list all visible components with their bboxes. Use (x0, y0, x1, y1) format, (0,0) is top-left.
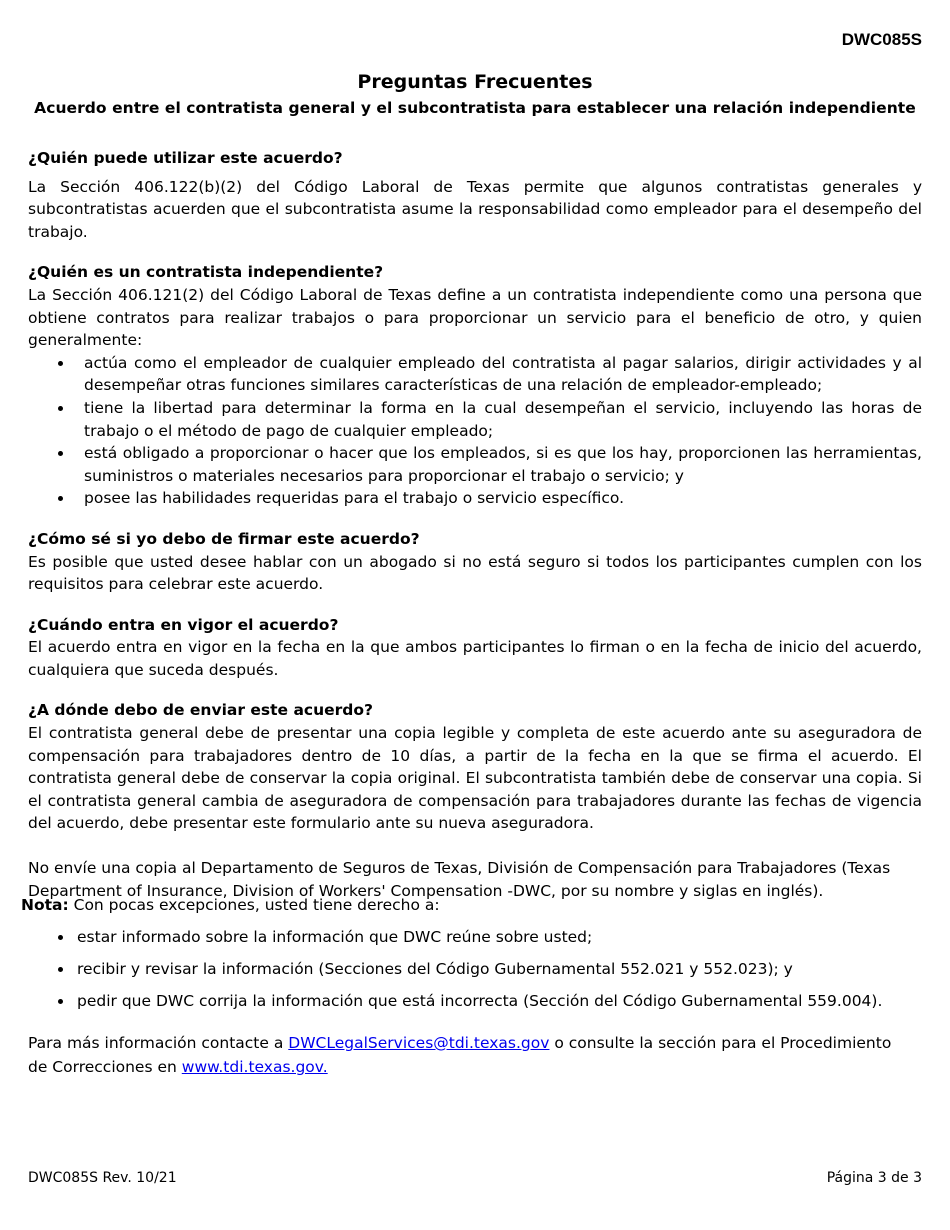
footer-page-number: Página 3 de 3 (826, 1170, 922, 1186)
list-item: tiene la libertad para determinar la forma en la cual desempeñan el servicio, incluyendo las horas de trabajo o el método de pago de cualquier empleado; (84, 397, 922, 442)
list-item: recibir y revisar la información (Secciones del Código Gubernamental 552.021 y 552.023); y (77, 958, 882, 980)
page-subtitle: Acuerdo entre el contratista general y el subcontratista para establecer una relación independiente (34, 99, 916, 117)
nota-label: Nota: (21, 896, 69, 914)
nota-line (21, 894, 440, 916)
answer-where-send-note: No envíe una copia al Departamento de Seguros de Texas, División de Compensación para Trabajadores (Texas Department of Insurance, Division of Workers' Compensation -DWC, por su nombre y siglas en inglés). (28, 859, 891, 900)
answer-where-send: El contratista general debe de presentar una copia legible y completa de este acuerdo ante su aseguradora de compensación para trabajadores dentro de 10 días, a partir de la fecha en la que se firma el acuerdo. El contratista general debe de conservar la copia original. El subcontratista también debe de conservar una copia. Si el contratista general cambia de aseguradora de compensación para trabajadores durante las fechas de vigencia del acuerdo, debe presentar este formulario ante su nueva aseguradora. (28, 724, 922, 833)
contact-prefix: Para más información contacte a (28, 1034, 289, 1052)
contact-info (28, 1031, 908, 1079)
contact-line2-prefix: de Correcciones en (28, 1058, 182, 1076)
question-effective: ¿Cuándo entra en vigor el acuerdo? (28, 615, 339, 634)
question-where-send: ¿A dónde debo de enviar este acuerdo? (28, 701, 374, 720)
answer-who-can-use: La Sección 406.122(b)(2) del Código Laboral de Texas permite que algunos contratistas generales y subcontratistas acuerden que el subcontratista asume la responsabilidad como empleador para el desempeño del trabajo. (28, 177, 922, 241)
contact-middle: o consulte la sección para el Procedimiento (549, 1034, 892, 1052)
list-item: actúa como el empleador de cualquier empleado del contratista al pagar salarios, dirigir actividades y al desempeñar otras funciones similares características de una relación de empleador-empleado; (84, 352, 922, 397)
form-code: DWC085S (841, 30, 922, 49)
question-independent-contractor: ¿Quién es un contratista independiente? (28, 263, 384, 282)
answer-effective: El acuerdo entra en vigor en la fecha en la que ambos participantes lo firman o en la fecha de inicio del acuerdo, cualquiera que suceda después. (28, 638, 922, 679)
answer-independent-contractor: La Sección 406.121(2) del Código Laboral de Texas define a un contratista independiente como una persona que obtiene contratos para realizar trabajos o para proporcionar un servicio para el beneficio de otro, y quien generalmente: (28, 285, 922, 350)
list-item: pedir que DWC corrija la información que está incorrecta (Sección del Código Gubernamental 559.004). (77, 992, 883, 1010)
list-item: estar informado sobre la información que DWC reúne sobre usted; (77, 926, 882, 948)
question-who-can-use: ¿Quién puede utilizar este acuerdo? (28, 149, 343, 167)
footer-revision: DWC085S Rev. 10/21 (28, 1170, 177, 1186)
website-link[interactable]: www.tdi.texas.gov. (181, 1058, 328, 1076)
rights-list (77, 926, 882, 1022)
independent-contractor-criteria (28, 352, 922, 510)
faq-content (28, 147, 922, 902)
question-should-sign: ¿Cómo sé si yo debo de firmar este acuerdo? (28, 529, 420, 548)
nota-text: Con pocas excepciones, usted tiene derecho a: (68, 896, 440, 914)
list-item: posee las habilidades requeridas para el trabajo o servicio específico. (84, 487, 922, 510)
page-title: Preguntas Frecuentes (357, 71, 593, 93)
answer-should-sign: Es posible que usted desee hablar con un abogado si no está seguro si todos los participantes cumplen con los requisitos para celebrar este acuerdo. (28, 552, 922, 594)
email-link[interactable]: DWCLegalServices@tdi.texas.gov (288, 1034, 550, 1052)
list-item: está obligado a proporcionar o hacer que los empleados, si es que los hay, proporcionen las herramientas, suministros o materiales necesarios para proporcionar el trabajo o servicio; y (84, 442, 922, 487)
